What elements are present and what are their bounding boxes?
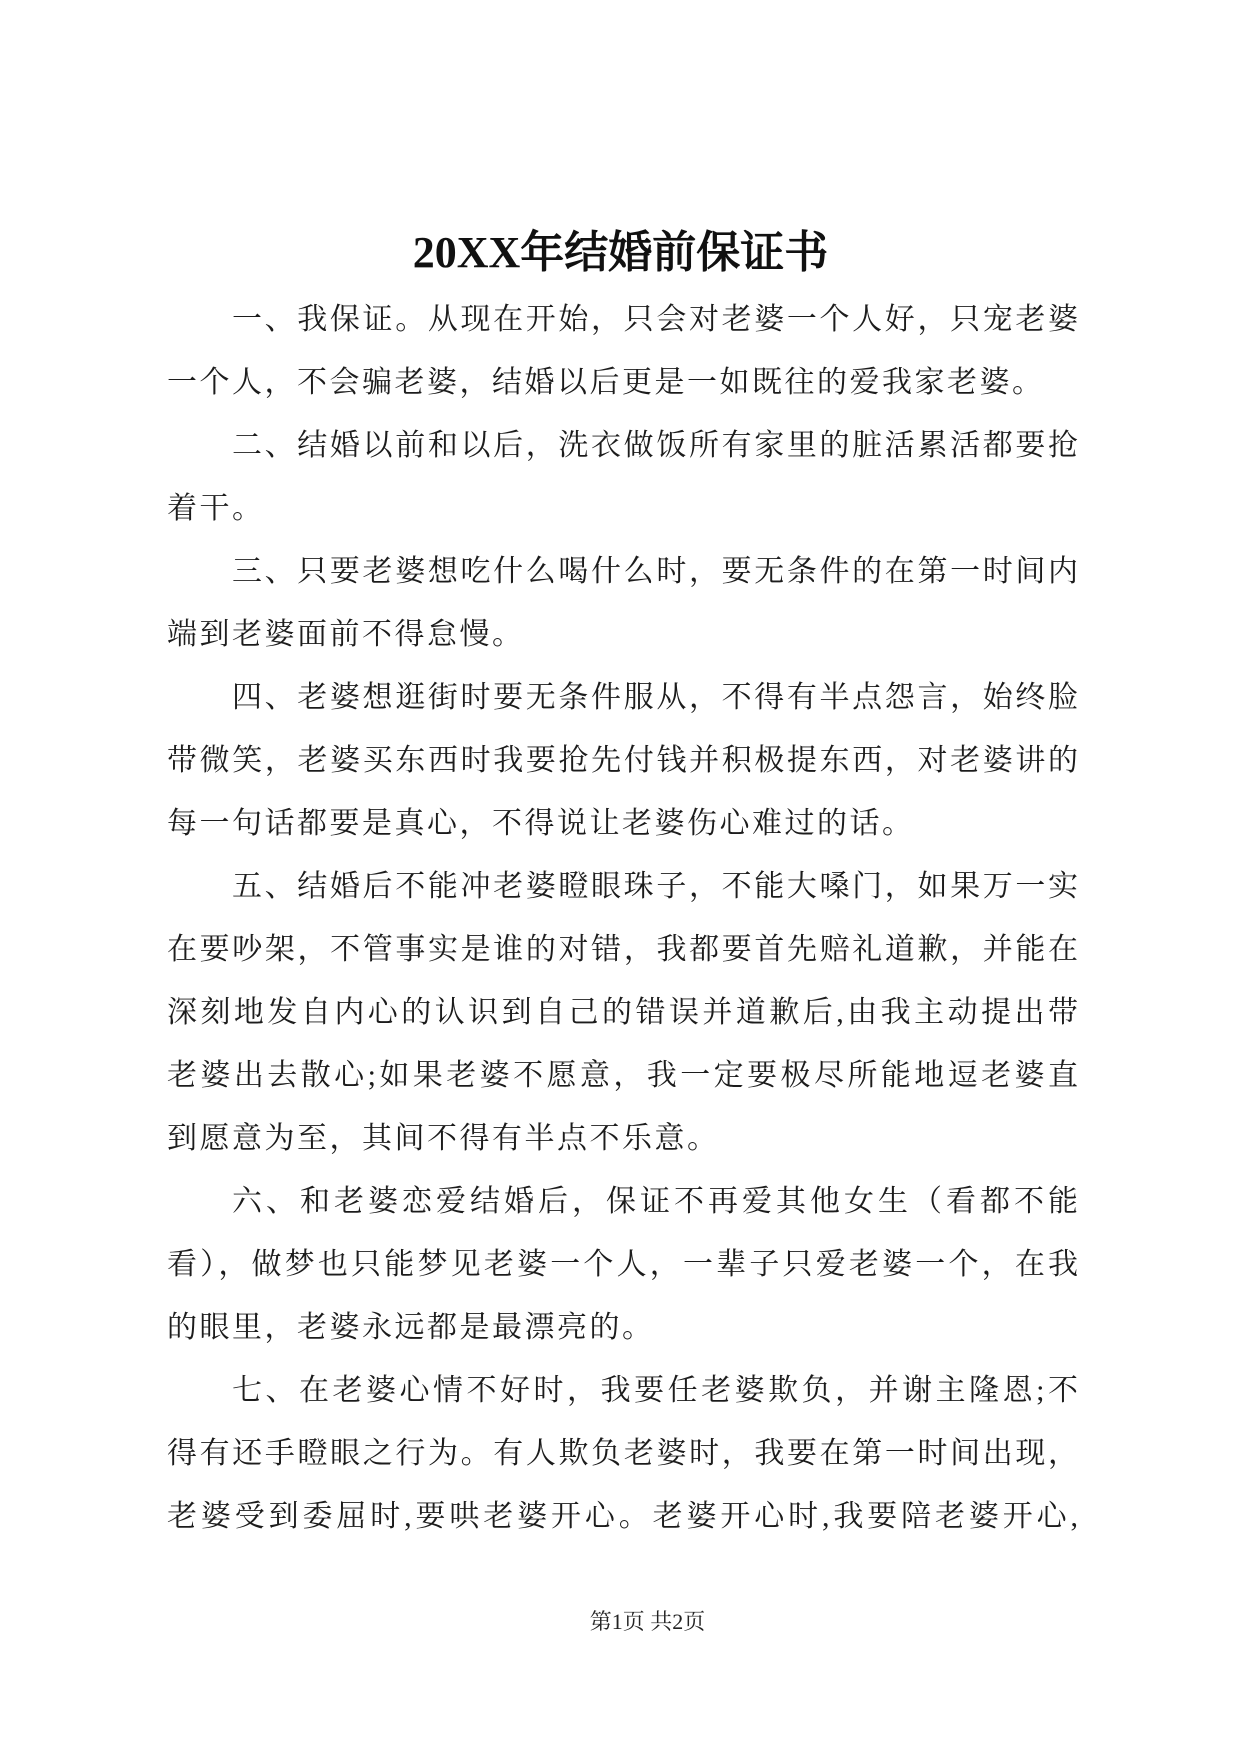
paragraph-line: 看），做梦也只能梦见老婆一个人，一辈子只爱老婆一个，在我 [167,1248,1078,1281]
paragraph-line: 带微笑，老婆买东西时我要抢先付钱并积极提东西，对老婆讲的 [167,744,1078,777]
paragraph-line: 的眼里，老婆永远都是最漂亮的。 [167,1311,655,1344]
paragraph-6 [167,1170,1078,1359]
paragraph-4 [167,666,1078,855]
paragraph-line: 一、我保证。从现在开始，只会对老婆一个人好，只宠老婆 [232,303,1078,336]
document-title: 20XX年结婚前保证书 [412,228,829,277]
paragraph-7 [167,1359,1078,1548]
paragraph-line: 二、结婚以前和以后，洗衣做饭所有家里的脏活累活都要抢 [232,429,1078,462]
paragraph-3 [167,540,1078,666]
paragraph-line: 在要吵架，不管事实是谁的对错，我都要首先赔礼道歉，并能在 [167,933,1078,966]
paragraph-line: 六、和老婆恋爱结婚后，保证不再爱其他女生（看都不能 [232,1185,1078,1218]
paragraph-line: 得有还手瞪眼之行为。有人欺负老婆时，我要在第一时间出现， [167,1437,1078,1470]
paragraph-1 [167,288,1078,414]
paragraph-line: 着干。 [167,492,265,525]
paragraph-line: 深刻地发自内心的认识到自己的错误并道歉后,由我主动提出带 [167,996,1078,1029]
paragraph-line: 七、在老婆心情不好时，我要任老婆欺负，并谢主隆恩;不 [232,1374,1078,1407]
paragraph-line: 四、老婆想逛街时要无条件服从，不得有半点怨言，始终脸 [232,681,1078,714]
paragraph-line: 端到老婆面前不得怠慢。 [167,618,525,651]
paragraph-line: 五、结婚后不能冲老婆瞪眼珠子，不能大嗓门，如果万一实 [232,870,1078,903]
paragraph-line: 老婆受到委屈时,要哄老婆开心。老婆开心时,我要陪老婆开心, [167,1500,1078,1533]
page-footer: 第1页 共2页 [589,1609,706,1634]
paragraph-line: 三、只要老婆想吃什么喝什么时，要无条件的在第一时间内 [232,555,1078,588]
paragraph-2 [167,414,1078,540]
paragraph-5 [167,855,1078,1170]
paragraph-line: 一个人，不会骗老婆，结婚以后更是一如既往的爱我家老婆。 [167,366,1045,399]
paragraph-line: 到愿意为至，其间不得有半点不乐意。 [167,1122,720,1155]
document-body [167,288,1078,1548]
paragraph-line: 老婆出去散心;如果老婆不愿意，我一定要极尽所能地逗老婆直 [167,1059,1078,1092]
paragraph-line: 每一句话都要是真心，不得说让老婆伤心难过的话。 [167,807,915,840]
